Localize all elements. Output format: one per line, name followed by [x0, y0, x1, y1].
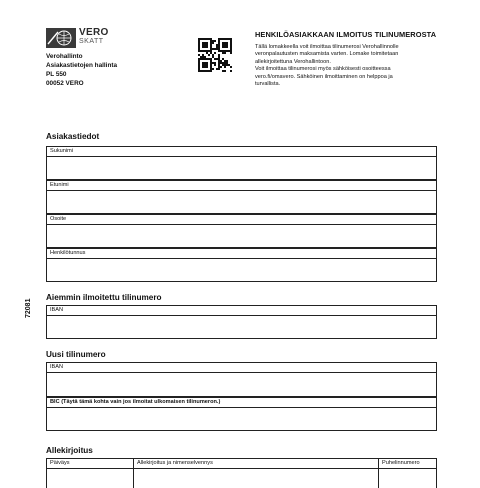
intro-line: Tällä lomakkeella voit ilmoittaa tilinumerosi Verohallinnolle — [255, 44, 399, 50]
field-divider — [47, 156, 436, 157]
form-title: HENKILÖASIAKKAAN ILMOITUS TILINUMEROSTA — [255, 30, 437, 39]
logo-mark-icon — [46, 28, 76, 48]
field-divider — [47, 407, 436, 408]
field-divider — [47, 258, 436, 259]
qr-code-icon — [198, 38, 232, 72]
first-name-label: Etunimi — [50, 182, 69, 188]
personal-id-field[interactable] — [46, 248, 437, 282]
new-iban-label: IBAN — [50, 364, 64, 370]
section-title-customer: Asiakastiedot — [46, 132, 100, 141]
surname-field[interactable] — [46, 146, 437, 180]
field-divider — [47, 224, 436, 225]
address-line: Verohallinto — [46, 53, 83, 60]
form-code: 72081 — [25, 298, 32, 318]
previous-iban-field[interactable] — [46, 305, 437, 339]
address-line: 00052 VERO — [46, 80, 84, 87]
intro-line: Voit ilmoittaa tilinumerosi myös sähköisesti osoitteessa — [255, 66, 391, 73]
address-label: Osoite — [50, 216, 67, 222]
signature-field[interactable] — [133, 459, 379, 488]
vero-logo — [46, 27, 109, 48]
bic-label: BIC (Täytä tämä kohta vain jos ilmoitat ulkomaisen tilinumeron.) — [50, 399, 221, 405]
address-line: PL 550 — [46, 71, 67, 78]
new-iban-field[interactable] — [46, 362, 437, 397]
phone-label: Puhelinnumero — [382, 460, 420, 466]
section-title-new-account: Uusi tilinumero — [46, 350, 106, 359]
intro-line: turvallista. — [255, 81, 281, 88]
field-divider — [47, 468, 436, 469]
intro-line: allekirjoitettuna Verohallintoon. — [255, 58, 331, 65]
recipient-address — [46, 52, 117, 88]
intro-text — [255, 44, 435, 88]
surname-label: Sukunimi — [50, 148, 74, 154]
intro-line: veronpalautusten maksamista varten. Lomake toimitetaan — [255, 51, 399, 58]
phone-field[interactable] — [378, 459, 439, 488]
section-title-signature: Allekirjoitus — [46, 446, 93, 455]
bic-field[interactable] — [46, 397, 437, 431]
signature-label: Allekirjoitus ja nimenselvennys — [137, 460, 213, 466]
field-divider — [47, 315, 436, 316]
field-divider — [47, 190, 436, 191]
personal-id-label: Henkilötunnus — [50, 250, 86, 256]
date-field[interactable] — [47, 459, 133, 488]
logo-text-vero: VERO — [79, 27, 109, 38]
logo-text-skatt: SKATT — [79, 38, 104, 45]
signature-row — [46, 458, 437, 488]
address-line: Asiakastietojen hallinta — [46, 62, 118, 69]
first-name-field[interactable] — [46, 180, 437, 214]
previous-iban-label: IBAN — [50, 307, 64, 313]
address-field[interactable] — [46, 214, 437, 248]
field-divider — [47, 372, 436, 373]
date-label: Päiväys — [50, 460, 70, 466]
intro-line: vero.fi/omavero. Sähköinen ilmoittaminen on helppoa ja — [255, 73, 393, 80]
section-title-previous-account: Aiemmin ilmoitettu tilinumero — [46, 293, 162, 302]
